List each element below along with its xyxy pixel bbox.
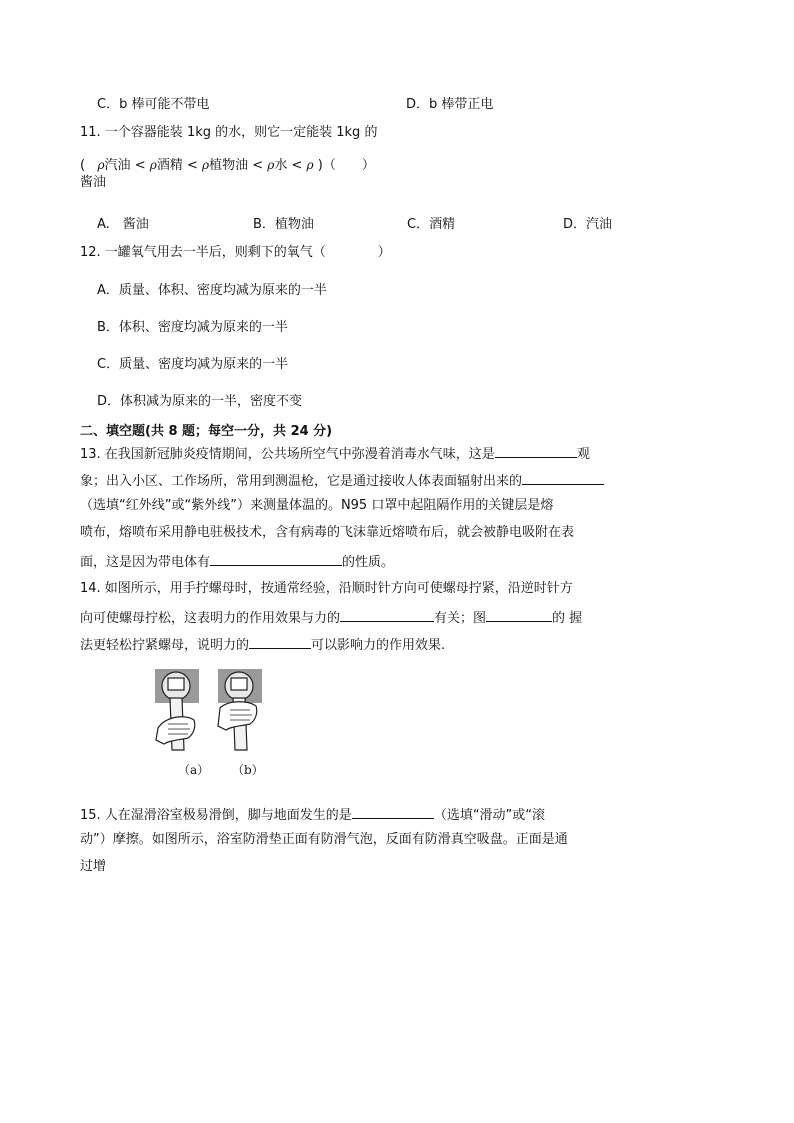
figure-caption-a: （a） (178, 763, 210, 777)
q11-sub-gasoline: 汽油 (104, 158, 131, 173)
less-than: < (186, 158, 198, 173)
rho-symbol: ρ (97, 158, 105, 172)
q14-line-3 (80, 634, 445, 655)
q15-line-3: 过增 (80, 859, 107, 874)
rho-symbol: ρ (149, 158, 157, 172)
less-than: < (134, 158, 146, 173)
q14-text: 可以影响力的作用效果. (311, 638, 446, 653)
q15-text: （选填“滑动”或“滚 (433, 808, 546, 823)
q11-close-paren: )（ ） (317, 158, 375, 173)
q11-open-paren: ( (80, 158, 86, 173)
q11-density-relation (80, 156, 375, 175)
q10-option-c: C．b 棒可能不带电 (97, 97, 210, 112)
rho-symbol: ρ (267, 158, 275, 172)
q14-text: 有关；图 (434, 611, 487, 626)
q15-text: 15. 人在湿滑浴室极易滑倒，脚与地面发生的是 (80, 808, 352, 823)
q13-line-2 (80, 470, 604, 491)
q12-stem: 12. 一罐氧气用去一半后，则剩下的氧气（ ） (80, 245, 391, 260)
q11-sub-alcohol: 酒精 (156, 158, 183, 173)
q13-text: 13. 在我国新冠肺炎疫情期间，公共场所空气中弥漫着消毒水气味，这是 (80, 447, 495, 462)
answer-blank[interactable] (522, 470, 604, 485)
q10-option-d: D．b 棒带正电 (406, 97, 494, 112)
q11-stem: 11. 一个容器能装 1kg 的水，则它一定能装 1kg 的 (80, 125, 378, 140)
q15-line-2: 动”）摩擦。如图所示，浴室防滑垫正面有防滑气泡，反面有防滑真空吸盘。正面是通 (80, 832, 568, 847)
wrench-a-illustration (155, 669, 199, 750)
less-than: < (291, 158, 303, 173)
q11-sub-vegoil: 植物油 (209, 158, 249, 173)
q11-option-a: A. 酱油 (97, 217, 149, 232)
q11-option-b: B．植物油 (253, 217, 314, 232)
q13-text: 象；出入小区、工作场所，常用到测温枪，它是通过接收人体表面辐射出来的 (80, 474, 523, 489)
rho-symbol: ρ (306, 158, 314, 172)
q13-line-5 (80, 551, 394, 572)
q14-line-1: 14. 如图所示，用手拧螺母时，按通常经验，沿顺时针方向可使螺母拧紧，沿逆时针方 (80, 581, 573, 596)
q13-text: 观 (576, 447, 590, 462)
less-than: < (252, 158, 264, 173)
q13-line-1 (80, 443, 590, 464)
rho-symbol: ρ (202, 158, 210, 172)
q15-line-1 (80, 804, 545, 825)
answer-blank[interactable] (340, 607, 434, 622)
section-title: 二、填空题(共 8 题；每空一分，共 24 分) (80, 424, 333, 439)
q14-text: 的 握 (552, 611, 583, 626)
answer-blank[interactable] (210, 551, 342, 566)
figure-caption-b: （b） (232, 763, 264, 777)
q12-option-c: C．质量、密度均减为原来的一半 (97, 357, 289, 372)
wrench-figure (150, 664, 270, 760)
q11-sub-water: 水 (274, 158, 288, 173)
q11-option-d: D．汽油 (563, 217, 613, 232)
q13-line-4: 喷布，熔喷布采用静电驻极技术，含有病毒的飞沫靠近熔喷布后，就会被静电吸附在表 (80, 525, 575, 540)
answer-blank[interactable] (495, 443, 577, 458)
q12-option-a: A．质量、体积、密度均减为原来的一半 (97, 283, 327, 298)
wrench-b-illustration (218, 669, 262, 750)
q13-text: 面，这是因为带电体有 (80, 555, 211, 570)
q12-option-b: B．体积、密度均减为原来的一半 (97, 320, 288, 335)
q13-line-3: （选填“红外线”或“紫外线”）来测量体温的。N95 口罩中起阻隔作用的关键层是熔 (80, 498, 554, 513)
answer-blank[interactable] (352, 804, 434, 819)
answer-blank[interactable] (249, 634, 311, 649)
q13-text: 的性质。 (342, 555, 395, 570)
q14-text: 向可使螺母拧松，这表明力的作用效果与力的 (80, 611, 341, 626)
answer-blank[interactable] (486, 607, 552, 622)
q14-line-2 (80, 607, 582, 628)
q14-text: 法更轻松拧紧螺母，说明力的 (80, 638, 250, 653)
q11-tail: 酱油 (80, 175, 107, 190)
q12-option-d: D．体积减为原来的一半，密度不变 (97, 394, 303, 409)
q11-option-c: C．酒精 (407, 217, 456, 232)
